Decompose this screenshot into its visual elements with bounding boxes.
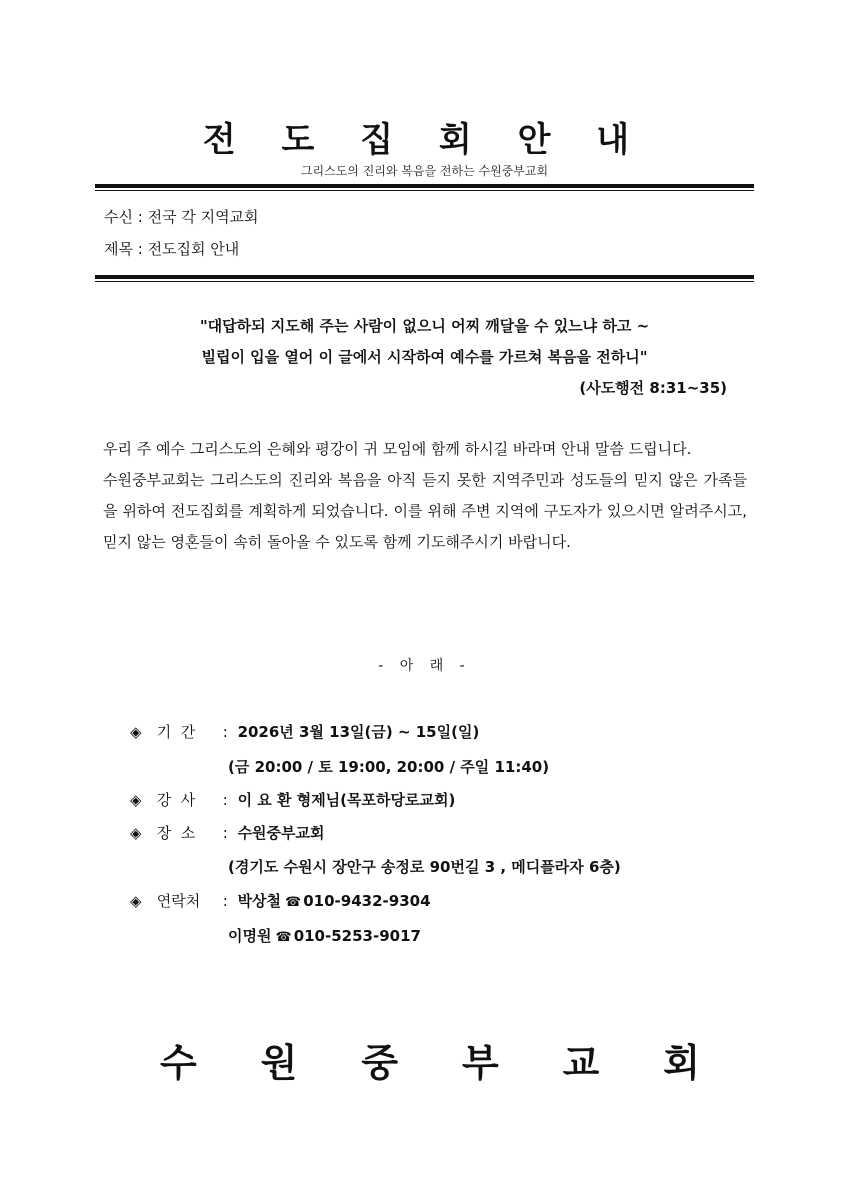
- diamond-bullet-icon: ◈: [130, 824, 142, 842]
- meta-divider: [95, 275, 754, 282]
- contact-phone-1[interactable]: 010-9432-9304: [303, 892, 431, 910]
- period-schedule: (금 20:00 / 토 19:00, 20:00 / 주일 11:40): [228, 758, 550, 776]
- diamond-bullet-icon: ◈: [130, 791, 142, 809]
- venue-row: ◈ 장 소 : 수원중부교회: [130, 824, 325, 842]
- period-row: ◈ 기 간 : 2026년 3월 13일(금) ~ 15일(일): [130, 723, 480, 741]
- scripture-reference: (사도행전 8:31~35): [579, 379, 727, 397]
- notice-divider-text: - 아 래 -: [378, 658, 471, 674]
- contact-row: ◈ 연락처 : 박상철 ☎ 010-9432-9304: [130, 892, 431, 910]
- phone-icon: ☎: [285, 895, 302, 910]
- footer-char: 교: [562, 1041, 600, 1085]
- top-divider: [95, 184, 754, 191]
- document-subtitle: 그리스도의 진리와 복음을 전하는 수원중부교회: [300, 164, 549, 178]
- venue-address: (경기도 수원시 장안구 송정로 90번길 3 , 메디플라자 6층): [228, 858, 621, 876]
- scripture-quote-line1: "대답하되 지도해 주는 사람이 없으니 어찌 깨달을 수 있느냐 하고 ~: [199, 317, 650, 335]
- contact-row-2: [228, 925, 421, 949]
- diamond-bullet-icon: ◈: [130, 723, 142, 741]
- diamond-bullet-icon: ◈: [130, 892, 142, 910]
- contact-name-1: 박상철: [237, 892, 282, 910]
- purpose-paragraph: 수원중부교회는 그리스도의 진리와 복음을 아직 듣지 못한 지역주민과 성도들의 믿지 않은 가족들을 위하여 전도집회를 계획하게 되었습니다. 이를 위해 주변 지역에 구도자가 있으시면 알려주시고, 믿지 않는 영혼들이 속히 돌아올 수 있도록 함께 기도해주시기 바랍니다.: [103, 471, 747, 551]
- venue-value: 수원중부교회: [237, 824, 325, 842]
- footer-char: 중: [361, 1041, 399, 1085]
- period-label: 기 간: [156, 723, 196, 741]
- footer-char: 원: [260, 1041, 298, 1085]
- contact-phone-2[interactable]: 010-5253-9017: [293, 927, 421, 945]
- footer-char: 수: [160, 1041, 197, 1085]
- body-text: [103, 434, 747, 558]
- phone-icon: ☎: [275, 930, 292, 945]
- contact-name-2: 이명원: [228, 927, 272, 945]
- church-name-footer: [160, 1038, 700, 1088]
- venue-label: 장 소: [156, 824, 196, 842]
- speaker-row: ◈ 강 사 : 이 요 환 형제님(목포하당로교회): [130, 791, 456, 809]
- document-title: 전 도 집 회 안 내: [202, 120, 647, 160]
- contact-label: 연락처: [156, 892, 201, 910]
- subject-line: 제목 : 전도집회 안내: [104, 240, 240, 258]
- period-value: 2026년 3월 13일(금) ~ 15일(일): [237, 723, 480, 741]
- greeting-paragraph: 우리 주 예수 그리스도의 은혜와 평강이 귀 모임에 함께 하시길 바라며 안내 말씀 드립니다.: [103, 440, 692, 458]
- footer-char: 부: [461, 1041, 499, 1085]
- scripture-quote-line2: 빌립이 입을 열어 이 글에서 시작하여 예수를 가르쳐 복음을 전하니": [201, 348, 648, 366]
- footer-char: 회: [663, 1041, 700, 1085]
- speaker-value: 이 요 환 형제님(목포하당로교회): [237, 791, 456, 809]
- recipient-line: 수신 : 전국 각 지역교회: [104, 208, 259, 226]
- speaker-label: 강 사: [156, 791, 196, 809]
